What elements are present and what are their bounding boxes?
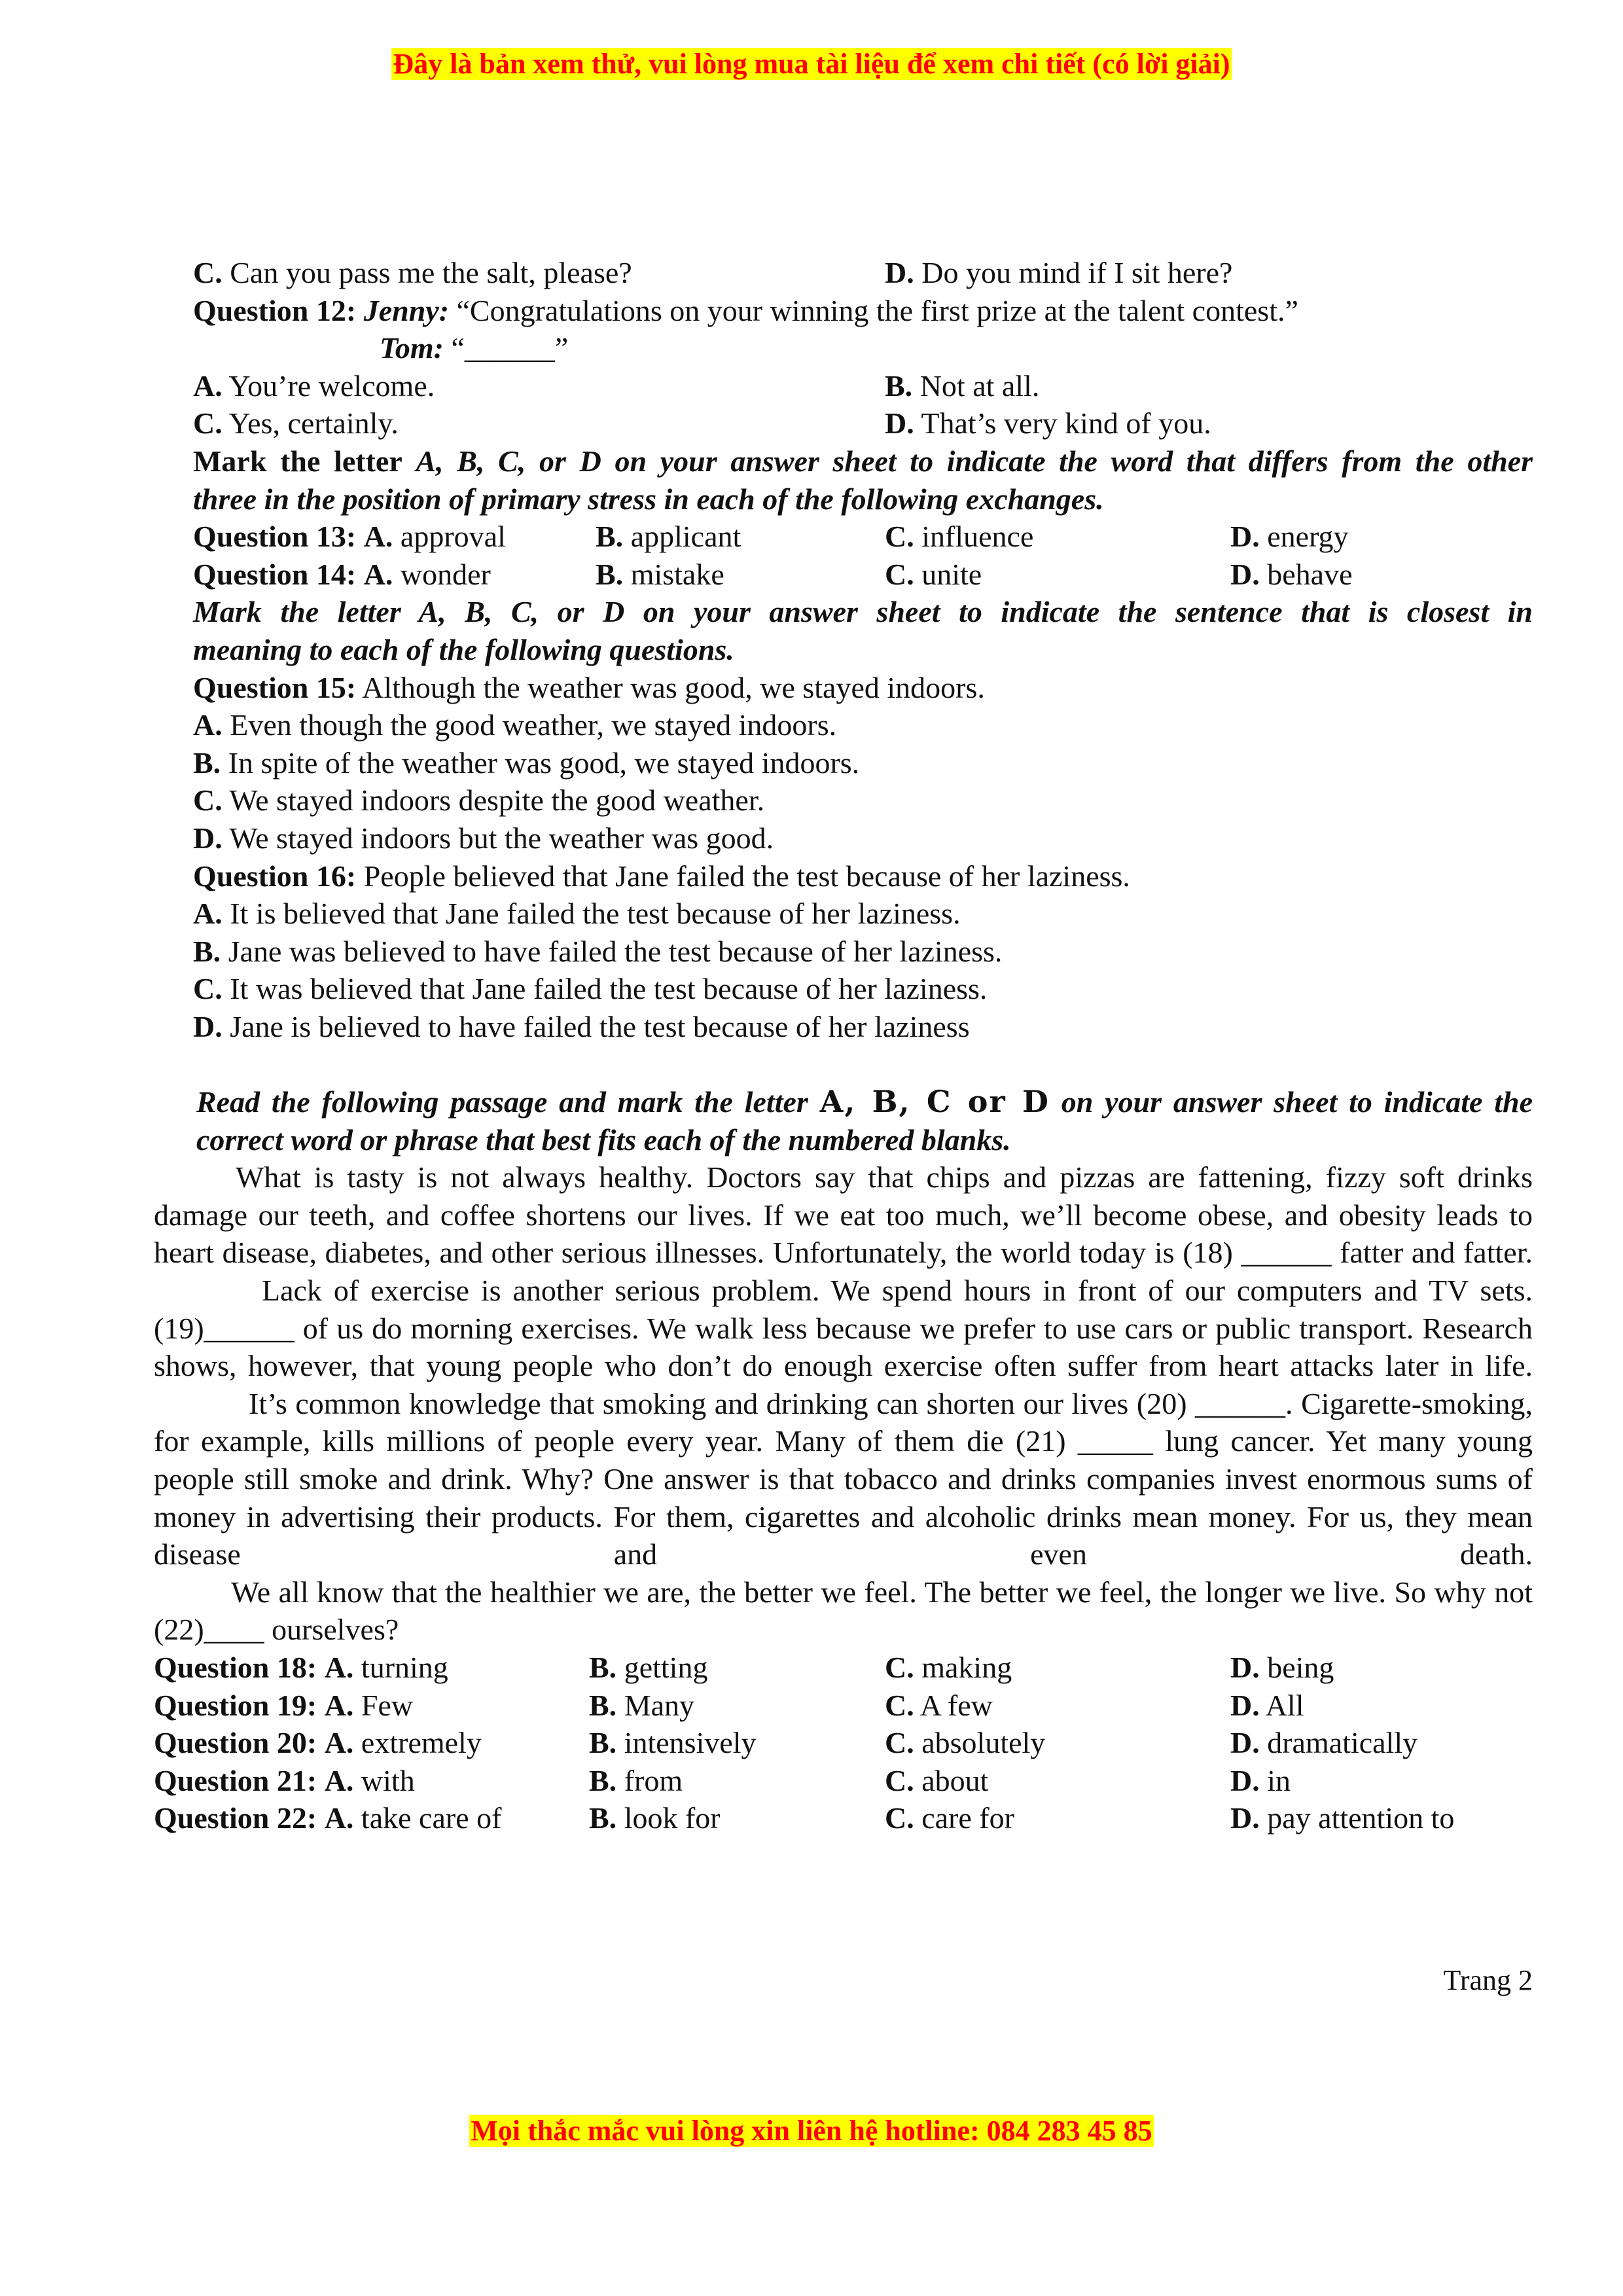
stress-instruction-line1: Mark the letter A, B, C, or D on your answer sheet to indicate the word that differs from the other <box>193 444 1533 478</box>
passage-instruction-line1: Read the following passage and mark the letter A, B, C or D on your answer sheet to indicate the <box>196 1084 1533 1120</box>
q18-row: Question 18: A. turning B. getting C. making D. being <box>154 1650 1334 1684</box>
q15-option-b: B. In spite of the weather was good, we stayed indoors. <box>193 745 860 780</box>
q16-option-a: A. It is believed that Jane failed the test because of her laziness. <box>193 897 961 931</box>
q12-options-ab: A. You’re welcome. B. Not at all. <box>193 368 1040 403</box>
q15-option-d: D. We stayed indoors but the weather was good. <box>193 821 774 855</box>
q12-stem: Question 12: Jenny: “Congratulations on your winning the first prize at the talent contest.” <box>193 293 1298 327</box>
passage-paragraph-2: Lack of exercise is another serious problem. We spend hours in front of our computers and TV sets. (19)______ of us do morning exercises. We walk less because we prefer to use cars or public transport. Research shows, however, that young people who don’t do enough exercise often suffer from heart attacks later in life. <box>154 1274 1533 1383</box>
q16-option-c: C. It was believed that Jane failed the test because of her laziness. <box>193 972 988 1006</box>
q19-row: Question 19: A. Few B. Many C. A few D. All <box>154 1688 1304 1722</box>
exam-page <box>0 254 1623 1837</box>
closest-instruction-line1: Mark the letter A, B, C, or D on your answer sheet to indicate the sentence that is closest in <box>193 595 1533 629</box>
q15-stem: Question 15: Although the weather was good, we stayed indoors. <box>193 670 985 704</box>
q15-option-a: A. Even though the good weather, we stayed indoors. <box>193 708 837 742</box>
passage-paragraph-1: What is tasty is not always healthy. Doctors say that chips and pizzas are fattening, fizzy soft drinks damage our teeth, and coffee shortens our lives. If we eat too much, we’ll become obese, and obesity leads to heart disease, diabetes, and other serious illnesses. Unfortunately, the world today is (18) ______ fatter and fatter. <box>154 1160 1533 1270</box>
q15-option-c: C. We stayed indoors despite the good weather. <box>193 783 765 817</box>
stress-instruction-line2: three in the position of primary stress in each of the following exchanges. <box>193 482 1104 516</box>
q16-stem: Question 16: People believed that Jane failed the test because of her laziness. <box>193 859 1130 893</box>
passage <box>154 1158 1533 1649</box>
preview-banner: Đây là bản xem thử, vui lòng mua tài liệu để xem chi tiết (có lời giải) <box>393 48 1230 80</box>
q21-row: Question 21: A. with B. from C. about D. in <box>154 1763 1291 1797</box>
passage-paragraph-3: It’s common knowledge that smoking and drinking can shorten our lives (20) ______. Cigarette-smoking, for example, kills millions of people every year. Many of them die (21) _____ lung cancer. Yet many young people still smoke and drink. Why? One answer is that tobacco and drinks companies invest enormous sums of money in advertising their products. For them, cigarettes and alcoholic drinks mean money. For us, they mean disease and even death. <box>154 1386 1533 1571</box>
q20-row: Question 20: A. extremely B. intensively C. absolutely D. dramatically <box>154 1726 1418 1760</box>
q11-options-cd: C. Can you pass me the salt, please? D. Do you mind if I sit here? <box>193 256 1233 289</box>
page-number: Trang 2 <box>1443 1964 1533 1996</box>
q12-reply: Tom: “______” <box>380 331 569 365</box>
q13-row: Question 13: A. approval B. applicant C. influence D. energy <box>193 520 1349 554</box>
q22-row: Question 22: A. take care of B. look for C. care for D. pay attention to <box>154 1801 1455 1835</box>
closest-instruction-line2: meaning to each of the following questions. <box>193 632 734 666</box>
q16-option-b: B. Jane was believed to have failed the test because of her laziness. <box>193 934 1003 968</box>
q16-option-d: D. Jane is believed to have failed the test because of her laziness <box>193 1009 970 1043</box>
q12-options-cd: C. Yes, certainly. D. That’s very kind of you. <box>193 406 1211 440</box>
passage-instruction-line2: correct word or phrase that best fits each of the numbered blanks. <box>196 1122 1011 1157</box>
q14-row: Question 14: A. wonder B. mistake C. unite D. behave <box>193 557 1353 591</box>
passage-paragraph-4: We all know that the healthier we are, the better we feel. The better we feel, the longer we live. So why not (22)____ ourselves? <box>154 1575 1533 1647</box>
hotline-banner: Mọi thắc mắc vui lòng xin liên hệ hotline: 084 283 45 85 <box>471 2115 1152 2147</box>
